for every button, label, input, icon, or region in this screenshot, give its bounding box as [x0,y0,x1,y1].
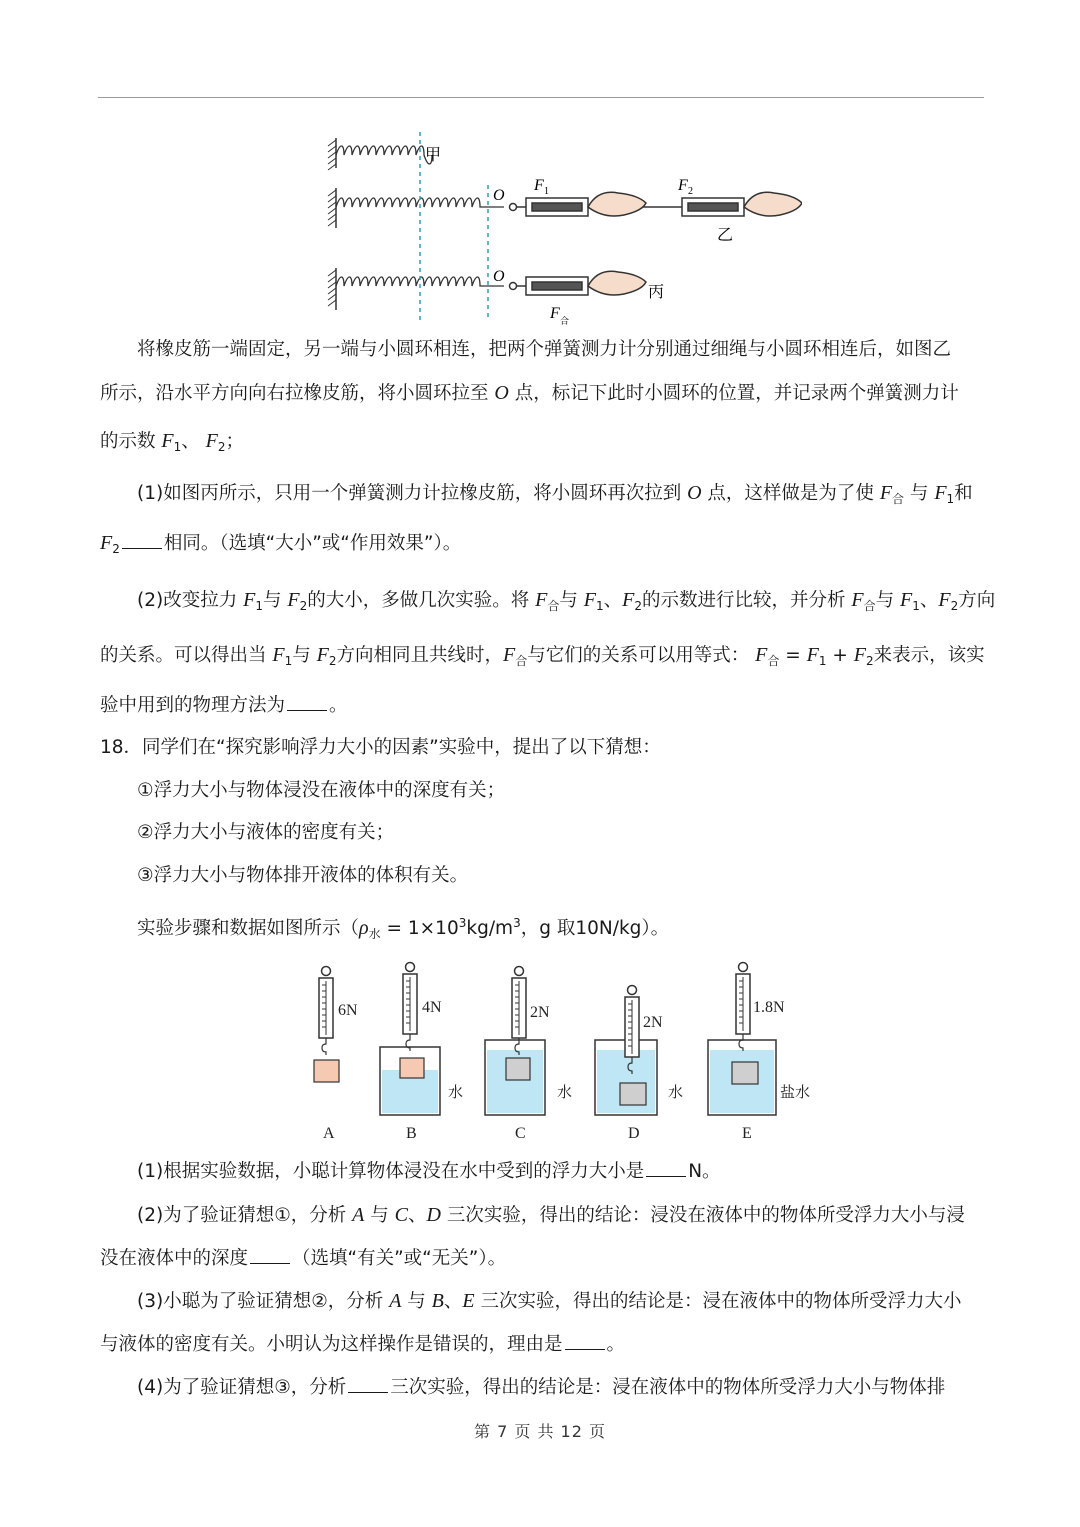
letter-C: C [515,1125,526,1142]
reading-E: 1.8N [753,999,785,1016]
letter-D: D [628,1125,640,1142]
label-F2-sub: 2 [688,186,693,197]
liquid-D: 水 [668,1083,684,1101]
liquid-B: 水 [448,1083,464,1101]
q2-line-3: 验中用到的物理方法为 。 [100,692,348,719]
setup-E [708,963,776,1116]
liquid-C: 水 [557,1083,573,1101]
letter-A: A [323,1125,335,1142]
para-line-1: 将橡皮筋一端固定，另一端与小圆环相连，把两个弹簧测力计分别通过细绳与小圆环相连后，如图乙 [137,339,952,360]
sub-4-line-1: (4)为了验证猜想③，分析 三次实验，得出的结论是：浸在液体中的物体所受浮力大小与物体排 [137,1374,945,1401]
answer-blank[interactable] [287,692,327,711]
answer-blank[interactable] [348,1374,388,1393]
q18-guess-2: ②浮力大小与液体的密度有关； [137,822,395,843]
label-F2: F [678,177,688,194]
label-O-yi: O [493,187,505,204]
q18-guess-3: ③浮力大小与物体排开液体的体积有关。 [137,865,469,886]
answer-blank[interactable] [646,1158,686,1177]
setup-B [380,963,440,1116]
answer-blank[interactable] [250,1245,290,1264]
q1-line-1: (1)如图丙所示，只用一个弹簧测力计拉橡皮筋，将小圆环再次拉到 O 点，这样做是为了使 $F_合$ 与 $F_1$和 [137,482,973,506]
label-bing: 丙 [648,282,665,301]
header-rule [98,97,984,98]
q1-line-2: $F_2$ 相同。（选填“大小”或“作用效果”）。 [100,532,462,556]
q18-title: 18．同学们在“探究影响浮力大小的因素”实验中，提出了以下猜想： [100,737,661,758]
answer-blank[interactable] [565,1331,605,1350]
label-yi: 乙 [717,225,734,244]
label-O-bing: O [493,268,505,285]
q2-line-1: (2)改变拉力 $F_1$与 $F_2$的大小，多做几次实验。将 $F_合$与 $F_1$、$F_2$的示数进行比较，并分析 $F_合$与 $F_1$、$F_2$方向 [137,589,996,613]
page-footer: 第 7 页 共 12 页 [474,1422,606,1441]
sub-1: (1)根据实验数据，小聪计算物体浸没在水中受到的浮力大小是 N。 [137,1158,721,1185]
figure-rubber-band-experiment [322,130,802,330]
reading-A: 6N [338,1002,358,1019]
q18-steps: 实验步骤和数据如图所示（$\rho_水 = 1\times 10^3kg/m^3$，g 取10N/kg）。 [137,916,670,942]
setup-A [314,967,339,1083]
label-F1: F [534,177,544,194]
setup-D [595,986,657,1116]
figure-buoyancy-experiment [300,960,840,1150]
letter-E: E [742,1125,752,1142]
letter-B: B [406,1125,417,1142]
para-line-2: 所示，沿水平方向向右拉橡皮筋，将小圆环拉至 O 点，标记下此时小圆环的位置，并记录两个弹簧测力计 [100,382,959,404]
liquid-E: 盐水 [780,1083,811,1101]
label-jia: 甲 [425,145,442,164]
reading-B: 4N [422,999,442,1016]
setup-C [485,967,545,1116]
q18-guess-1: ①浮力大小与物体浸没在液体中的深度有关； [137,780,506,801]
sub-3-line-2: 与液体的密度有关。小明认为这样操作是错误的，理由是 。 [100,1331,625,1358]
answer-blank[interactable] [122,530,162,549]
label-F1-sub: 1 [544,186,549,197]
q2-line-2: 的关系。可以得出当 $F_1$与 $F_2$方向相同且共线时，$F_合$与它们的关系可以用等式： $F_合 = F_1 + F_2$来表示，该实 [100,644,985,668]
para-line-3: 的示数 $F_1$、 $F_2$； [100,430,245,454]
label-Fhe: F [550,305,560,322]
label-Fhe-sub: 合 [560,317,570,327]
reading-D: 2N [643,1014,663,1031]
reading-C: 2N [530,1004,550,1021]
sub-2-line-1: (2)为了验证猜想①，分析 A 与 C、D 三次实验，得出的结论：浸没在液体中的物体所受浮力大小与浸 [137,1204,965,1226]
sub-2-line-2: 没在液体中的深度 （选填“有关”或“无关”）。 [100,1245,506,1272]
sub-3-line-1: (3)小聪为了验证猜想②，分析 A 与 B、E 三次实验，得出的结论是：浸在液体中的物体所受浮力大小 [137,1290,962,1312]
